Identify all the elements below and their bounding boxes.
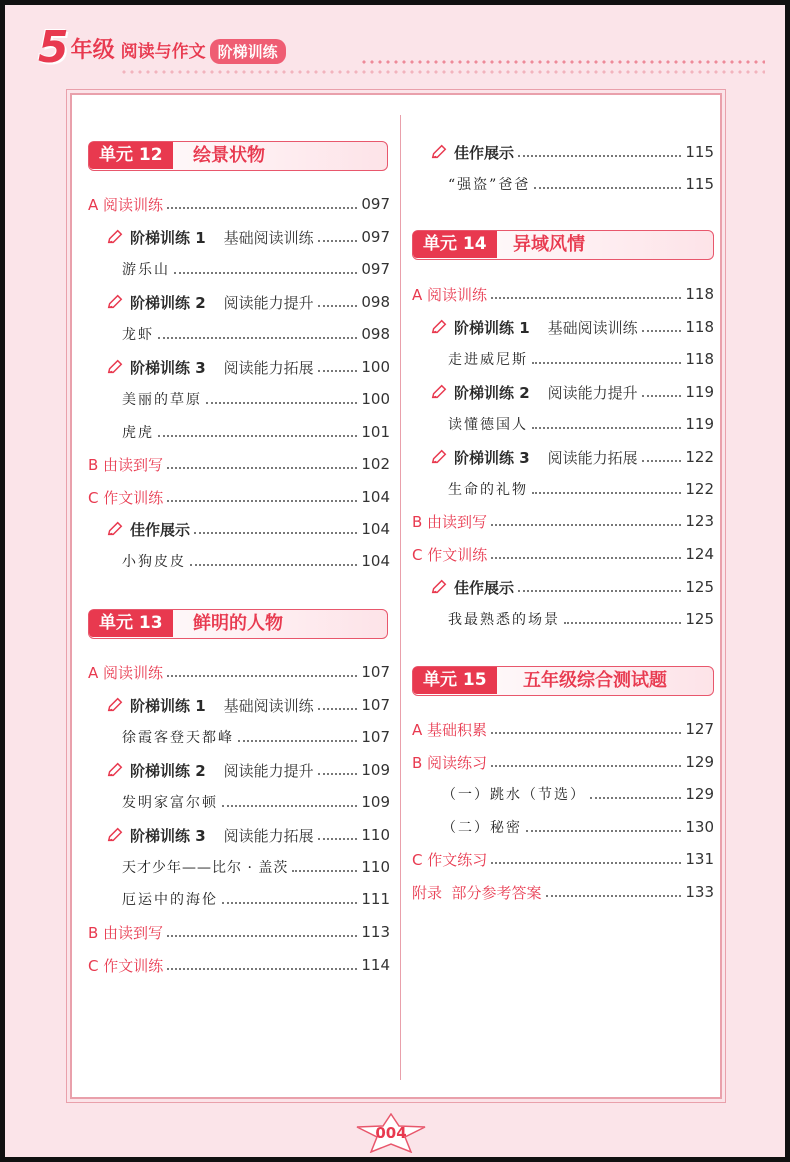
- article-title: 天才少年——比尔 · 盖茨: [122, 860, 289, 876]
- stair-label: 阶梯训练 3: [454, 448, 530, 467]
- page-number: 107: [361, 696, 390, 714]
- toc-entry[interactable]: [106, 758, 390, 782]
- leader-dots: [292, 862, 357, 872]
- leader-dots: [167, 667, 357, 677]
- article-title: 虎虎: [122, 425, 154, 441]
- stair-label: 佳作展示: [454, 143, 515, 162]
- article-title: 游乐山: [122, 262, 170, 278]
- leader-dots: [174, 264, 357, 274]
- page-number: 133: [685, 883, 714, 901]
- article-title: 徐霞客登天都峰: [122, 730, 234, 746]
- unit-14-header[interactable]: [412, 230, 714, 260]
- leader-dots: [642, 387, 682, 397]
- pencil-icon: [430, 318, 448, 336]
- unit-15-title: 五年级综合测试题: [523, 670, 667, 691]
- section-label: B 由读到写: [88, 455, 164, 474]
- toc-entry[interactable]: [442, 815, 714, 839]
- toc-entry[interactable]: [448, 607, 714, 631]
- leader-dots: [534, 179, 681, 189]
- section-label: C 作文练习: [412, 850, 488, 869]
- grade-number: 5: [38, 22, 69, 73]
- page-number: 118: [685, 318, 714, 336]
- leader-dots: [532, 419, 681, 429]
- leader-dots: [190, 556, 357, 566]
- toc-entry[interactable]: [412, 509, 714, 533]
- section-label: C 作文训练: [412, 545, 488, 564]
- toc-entry[interactable]: [430, 445, 714, 469]
- page-number: 104: [361, 552, 390, 570]
- stair-label: 佳作展示: [454, 578, 515, 597]
- leader-dots: [532, 484, 681, 494]
- unit-15-header[interactable]: [412, 666, 714, 696]
- toc-entry[interactable]: [448, 347, 714, 371]
- stair-subtitle: 阅读能力提升: [223, 761, 314, 780]
- page-number: 098: [361, 325, 390, 343]
- article-title: “强盗”爸爸: [448, 177, 531, 193]
- page-number: 111: [361, 890, 390, 908]
- leader-dots: [491, 289, 681, 299]
- section-label: B 阅读练习: [412, 753, 488, 772]
- leader-dots: [206, 394, 357, 404]
- page-number: 125: [685, 578, 714, 596]
- article-title: 厄运中的海伦: [122, 892, 218, 908]
- page-number: 113: [361, 923, 390, 941]
- page-number: 109: [361, 761, 390, 779]
- stair-subtitle: 阅读能力拓展: [223, 826, 314, 845]
- toc-entry[interactable]: [106, 823, 390, 847]
- page-number: 100: [361, 390, 390, 408]
- article-title: 生命的礼物: [448, 482, 528, 498]
- article-title: 美丽的草原: [122, 392, 202, 408]
- unit-12-header[interactable]: [88, 141, 388, 171]
- leader-dots: [167, 492, 357, 502]
- grade-text: 年级: [70, 38, 115, 63]
- pencil-icon: [106, 358, 124, 376]
- toc-entry[interactable]: [106, 290, 390, 314]
- leader-dots: [318, 700, 358, 710]
- toc-entry[interactable]: [122, 790, 390, 814]
- page-number: 127: [685, 720, 714, 738]
- stair-label: 阶梯训练 1: [130, 228, 206, 247]
- article-title: 龙虾: [122, 327, 154, 343]
- toc-entry[interactable]: [442, 782, 714, 806]
- leader-dots: [318, 362, 358, 372]
- toc-entry[interactable]: [122, 420, 390, 444]
- pencil-icon: [106, 520, 124, 538]
- toc-entry[interactable]: [430, 140, 714, 164]
- toc-entry[interactable]: [412, 880, 714, 904]
- toc-entry[interactable]: [448, 172, 714, 196]
- stair-label: 阶梯训练 2: [130, 293, 206, 312]
- page-number: 123: [685, 512, 714, 530]
- stair-subtitle: 阅读能力拓展: [547, 448, 638, 467]
- unit-13-title: 鲜明的人物: [193, 613, 283, 634]
- page-number: 118: [685, 285, 714, 303]
- unit-12-tag: 单元 12: [89, 142, 173, 169]
- unit-14-title: 异域风情: [513, 234, 585, 255]
- pencil-icon: [106, 293, 124, 311]
- toc-entry[interactable]: [122, 887, 390, 911]
- leader-dots: [194, 524, 357, 534]
- series-title: 阅读与作文: [120, 42, 206, 62]
- unit-13-header[interactable]: [88, 609, 388, 639]
- page-number: 119: [685, 383, 714, 401]
- page-number: 114: [361, 956, 390, 974]
- leader-dots: [526, 822, 681, 832]
- page-number: 129: [685, 753, 714, 771]
- toc-entry[interactable]: [412, 750, 714, 774]
- stair-label: 阶梯训练 1: [454, 318, 530, 337]
- leader-dots: [222, 894, 357, 904]
- page-number: 122: [685, 480, 714, 498]
- toc-entry[interactable]: [122, 387, 390, 411]
- leader-dots: [642, 452, 682, 462]
- leader-dots: [167, 927, 357, 937]
- page-number: 118: [685, 350, 714, 368]
- page-number: 115: [685, 175, 714, 193]
- unit-12-title: 绘景状物: [193, 145, 265, 166]
- article-title: 发明家富尔顿: [122, 795, 218, 811]
- page-number: 104: [361, 488, 390, 506]
- toc-entry[interactable]: [430, 315, 714, 339]
- page-number: 124: [685, 545, 714, 563]
- leader-dots: [491, 724, 681, 734]
- pencil-icon: [430, 448, 448, 466]
- stair-subtitle: 阅读能力拓展: [223, 358, 314, 377]
- page-number-footer: 004: [375, 1124, 407, 1142]
- leader-dots: [158, 427, 357, 437]
- article-title: 走进威尼斯: [448, 352, 528, 368]
- article-title: 小狗皮皮: [122, 554, 186, 570]
- header-dots: [360, 60, 765, 64]
- stair-label: 佳作展示: [130, 520, 191, 539]
- leader-dots: [564, 614, 681, 624]
- toc-entry[interactable]: [88, 920, 390, 944]
- leader-dots: [491, 516, 681, 526]
- page-number: 110: [361, 858, 390, 876]
- article-title: 我最熟悉的场景: [448, 612, 560, 628]
- toc-entry[interactable]: [122, 257, 390, 281]
- leader-dots: [167, 459, 357, 469]
- page-number: 110: [361, 826, 390, 844]
- leader-dots: [167, 199, 357, 209]
- stair-subtitle: 阅读能力提升: [547, 383, 638, 402]
- article-title: 读懂德国人: [448, 417, 528, 433]
- toc-entry[interactable]: [448, 477, 714, 501]
- toc-entry[interactable]: [88, 192, 390, 216]
- page-number: 130: [685, 818, 714, 836]
- toc-entry[interactable]: [88, 452, 390, 476]
- toc-entry[interactable]: [106, 225, 390, 249]
- section-label: A 阅读训练: [88, 663, 164, 682]
- toc-entry[interactable]: [88, 485, 390, 509]
- toc-entry[interactable]: [88, 953, 390, 977]
- unit-15-tag: 单元 15: [413, 667, 497, 694]
- page-number: 129: [685, 785, 714, 803]
- unit-14-tag: 单元 14: [413, 231, 497, 258]
- page-number: 104: [361, 520, 390, 538]
- toc-entry[interactable]: [412, 542, 714, 566]
- leader-dots: [318, 232, 358, 242]
- leader-dots: [518, 147, 681, 157]
- page-number: 097: [361, 228, 390, 246]
- toc-entry[interactable]: [106, 517, 390, 541]
- unit-13-tag: 单元 13: [89, 610, 173, 637]
- toc-entry[interactable]: [430, 380, 714, 404]
- page-number: 115: [685, 143, 714, 161]
- section-label: A 基础积累: [412, 720, 488, 739]
- pencil-icon: [106, 696, 124, 714]
- pencil-icon: [430, 143, 448, 161]
- page-number: 101: [361, 423, 390, 441]
- leader-dots: [318, 765, 358, 775]
- series-badge: 阶梯训练: [210, 39, 286, 64]
- section-label: B 由读到写: [412, 512, 488, 531]
- article-title: （二）秘密: [442, 820, 522, 836]
- page-number: 119: [685, 415, 714, 433]
- stair-label: 阶梯训练 3: [130, 826, 206, 845]
- stair-label: 阶梯训练 2: [454, 383, 530, 402]
- leader-dots: [318, 297, 358, 307]
- leader-dots: [167, 960, 357, 970]
- toc-entry[interactable]: [88, 660, 390, 684]
- toc-entry[interactable]: [430, 575, 714, 599]
- pencil-icon: [106, 826, 124, 844]
- leader-dots: [238, 732, 357, 742]
- leader-dots: [532, 354, 681, 364]
- toc-panel: [70, 93, 722, 1099]
- page-number: 125: [685, 610, 714, 628]
- pencil-icon: [430, 578, 448, 596]
- leader-dots: [491, 549, 681, 559]
- header-dots-lower: [120, 70, 765, 74]
- book-header: [38, 22, 286, 73]
- article-title: （一）跳水（节选）: [442, 787, 586, 803]
- leader-dots: [491, 854, 681, 864]
- toc-entry[interactable]: [412, 717, 714, 741]
- leader-dots: [318, 830, 358, 840]
- section-label: 附录 部分参考答案: [412, 883, 542, 902]
- stair-subtitle: 基础阅读训练: [223, 696, 314, 715]
- toc-entry[interactable]: [122, 322, 390, 346]
- section-label: C 作文训练: [88, 488, 164, 507]
- stair-subtitle: 基础阅读训练: [547, 318, 638, 337]
- toc-entry[interactable]: [122, 855, 390, 879]
- stair-subtitle: 基础阅读训练: [223, 228, 314, 247]
- toc-entry[interactable]: [122, 549, 390, 573]
- page-number: 098: [361, 293, 390, 311]
- leader-dots: [491, 757, 681, 767]
- leader-dots: [590, 789, 681, 799]
- toc-entry[interactable]: [448, 412, 714, 436]
- page-number: 131: [685, 850, 714, 868]
- toc-entry[interactable]: [412, 282, 714, 306]
- toc-entry[interactable]: [106, 693, 390, 717]
- section-label: A 阅读训练: [412, 285, 488, 304]
- toc-entry[interactable]: [412, 847, 714, 871]
- leader-dots: [518, 582, 681, 592]
- pencil-icon: [106, 761, 124, 779]
- leader-dots: [222, 797, 357, 807]
- leader-dots: [642, 322, 682, 332]
- page-number: 100: [361, 358, 390, 376]
- toc-entry[interactable]: [106, 355, 390, 379]
- stair-label: 阶梯训练 3: [130, 358, 206, 377]
- pencil-icon: [430, 383, 448, 401]
- stair-subtitle: 阅读能力提升: [223, 293, 314, 312]
- column-divider: [400, 115, 401, 1080]
- section-label: C 作文训练: [88, 956, 164, 975]
- page-number: 109: [361, 793, 390, 811]
- stair-label: 阶梯训练 1: [130, 696, 206, 715]
- page-number: 097: [361, 195, 390, 213]
- stair-label: 阶梯训练 2: [130, 761, 206, 780]
- page-number: 097: [361, 260, 390, 278]
- page-number: 107: [361, 728, 390, 746]
- toc-entry[interactable]: [122, 725, 390, 749]
- page-number: 107: [361, 663, 390, 681]
- section-label: A 阅读训练: [88, 195, 164, 214]
- leader-dots: [546, 887, 682, 897]
- leader-dots: [158, 329, 357, 339]
- page-number: 122: [685, 448, 714, 466]
- pencil-icon: [106, 228, 124, 246]
- page-number: 102: [361, 455, 390, 473]
- section-label: B 由读到写: [88, 923, 164, 942]
